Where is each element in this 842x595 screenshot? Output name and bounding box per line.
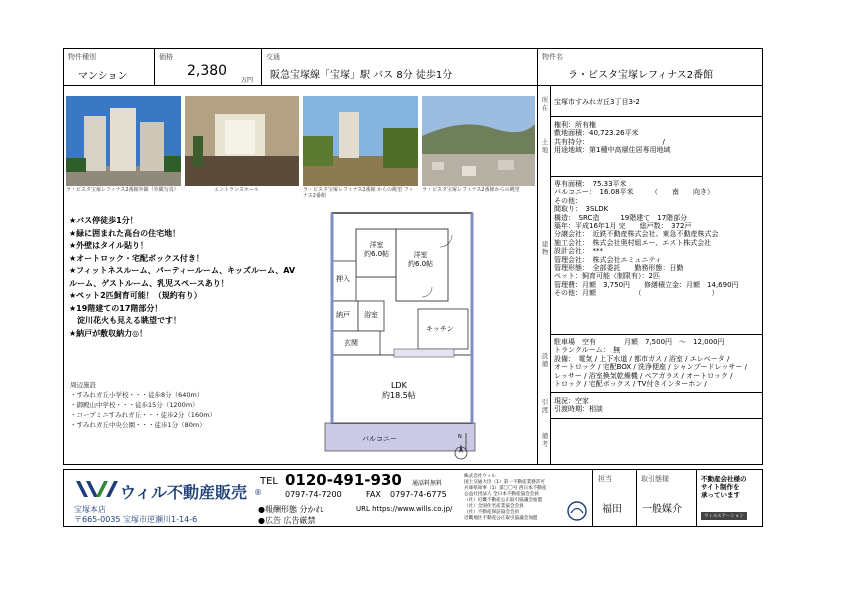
- facility-row: レッサー / 浴室換気乾燥機 / ペアガラス / オートロック /: [554, 371, 733, 380]
- building-row: 施工会社： 株式会社奥村組エー、エスト株式会社: [554, 238, 712, 247]
- nearby-list: [70, 380, 216, 430]
- license-info: [464, 474, 546, 522]
- handover-row: 引渡時期：相談: [554, 405, 603, 414]
- photo-view-1: [303, 96, 418, 186]
- license-line: （社）全国住宅産業協会会員: [464, 504, 524, 509]
- room-label-2: 洋室 約6.0帖: [408, 251, 434, 268]
- feature-item: ★外壁はタイル貼り！: [69, 241, 149, 250]
- land-row: 用途地域：第1種中高層住居専用地域: [554, 146, 671, 155]
- facility-row: トランクルーム： 無: [554, 346, 621, 355]
- feature-item: 淀川花火も見える眺望です！: [69, 316, 181, 325]
- header-access-cell: [261, 48, 538, 86]
- commission: ●報酬形態 分かれ: [258, 505, 324, 514]
- bath-label: 浴室: [364, 311, 378, 319]
- building-row: 設計会社： ***: [554, 247, 603, 256]
- building-row: バルコニー： 16.08平米 （ 南 向き）: [554, 188, 715, 197]
- license-line: （社）近畿不動産公正取引協議会加盟: [464, 498, 543, 503]
- land-row: 敷地面積：40,723.26平米: [554, 129, 639, 138]
- price-value: 2,380: [187, 63, 228, 79]
- ad-policy: ●広告 広告厳禁: [258, 516, 316, 525]
- building-row: 管理費：月額 3,750円 修繕積立金：月額 14,690円: [554, 280, 739, 289]
- price-unit: 万円: [241, 77, 254, 84]
- feature-item: ★ペット2匹飼育可能！（規約有り）: [69, 291, 202, 300]
- feature-item: ★納戸が敷収納力◎！: [69, 328, 148, 338]
- facility-row: 駐車場 空有 月額 7,500円 ～ 12,000円: [554, 338, 725, 346]
- nearby-item: ・すみれガ丘小学校・・・徒歩8分（640m）: [70, 391, 204, 399]
- view-image-1: [303, 96, 418, 186]
- access-label: 交通: [266, 53, 280, 61]
- feature-item: ★バス停徒歩1分！: [69, 216, 138, 225]
- feature-item: ★緑に囲まれた高台の住宅地！: [69, 228, 181, 238]
- type-value: マンション: [78, 71, 128, 82]
- header-name-cell: [537, 48, 763, 86]
- building-label: 建物: [541, 240, 549, 256]
- type-label: 物件種別: [68, 53, 96, 61]
- building-row: 専有面積： 75.33平米: [554, 180, 627, 188]
- nearby-item: ・コープミニすみれガ丘・・・徒歩2分（160m）: [70, 411, 217, 419]
- fax-number: 0797-74-6775: [390, 490, 447, 499]
- feature-list: [69, 215, 295, 340]
- staff-label: 担当: [598, 475, 612, 483]
- feature-item: ★フィットネスルーム、パーティールーム、キッズルーム、AV: [69, 266, 296, 275]
- deal-label: 取引態様: [641, 475, 669, 483]
- license-line: 兵庫県知事（1）第〇〇号 西日本不動産: [464, 486, 547, 491]
- photo-caption-4: ラ・ビスタ宝塚レフィナス2番館からの眺望: [422, 187, 520, 193]
- compass-label: N: [458, 434, 462, 440]
- location-value: 宝塚市すみれガ丘3丁目3-2: [554, 98, 640, 106]
- name-value: ラ・ビスタ宝塚レフィナス2番館: [568, 70, 714, 81]
- facility-row: オートロック / 宅配BOX / 洗浄便座 / シャンプードレッサー /: [554, 363, 747, 372]
- facility-row: トロック / 宅配ボックス / TV付きインターホン /: [554, 380, 707, 389]
- name-label: 物件名: [542, 53, 563, 61]
- building-exterior-image: [66, 96, 181, 186]
- association-seal-icon: [566, 500, 588, 522]
- header-price-cell: [154, 48, 262, 86]
- license-line: 株式会社ウィル: [464, 474, 496, 479]
- license-line: 国土交通大臣（1）第一不動産業務許可: [464, 480, 546, 485]
- nearby-item: ・御殿山中学校・・・徒歩15分（1200m）: [70, 401, 199, 409]
- photo-view-2: [422, 96, 535, 186]
- price-label: 価格: [159, 53, 173, 61]
- compass-icon: [452, 440, 470, 462]
- entrance-hall-image: [185, 96, 299, 186]
- feature-item: ★オートロック・宅配ボックス付き！: [69, 253, 204, 263]
- photo-entrance: [185, 96, 299, 186]
- company-name: ウィル不動産販売: [120, 483, 248, 502]
- facility-label: 設備: [541, 352, 549, 368]
- land-rows: [554, 121, 670, 155]
- access-value: 阪急宝塚線「宝塚」駅 バス 8分 徒歩1分: [270, 70, 453, 81]
- handover-row: 現況：空家: [554, 397, 589, 405]
- license-line: 近畿地区不動産公正取引協議会加盟: [464, 516, 538, 521]
- remarks-label: 備考: [541, 432, 549, 448]
- building-row: 築年：平成16年1月 完 総戸数： 372戸: [554, 222, 692, 231]
- land-row: 共有持分： /: [554, 137, 665, 146]
- company-address: 〒665-0035 宝塚市逆瀬川1-14-6: [74, 515, 198, 524]
- tel-free-note: 通話料無料: [412, 480, 443, 487]
- building-row: その他：: [554, 196, 582, 205]
- facility-rows: [554, 338, 747, 388]
- association-seal: [566, 500, 588, 522]
- company-url[interactable]: URL https://www.wills.co.jp/: [356, 505, 453, 513]
- compass: [452, 434, 470, 462]
- fax-label: FAX: [366, 490, 381, 499]
- view-image-2: [422, 96, 535, 186]
- building-row: 構造： SRC造 19階建て 17階部分: [554, 213, 688, 222]
- photo-caption-3: ラ・ビスタ宝塚レフィナス2番館 からの眺望 フィナス2番館: [303, 187, 414, 199]
- building-rows: [554, 180, 739, 298]
- facility-row: 設備： 電気 / 上下水道 / 都市ガス / 浴室 / エレベータ /: [554, 354, 730, 363]
- kitchen-label: キッチン: [426, 325, 454, 333]
- company-logo-icon: [74, 477, 118, 501]
- ldk-label: LDK 約18.5帖: [382, 381, 416, 400]
- floor-plan: [322, 205, 502, 455]
- header-type-cell: [63, 48, 155, 86]
- feature-item: ルーム、ゲストルーム、乳児スペースあり！: [69, 278, 229, 288]
- tel-sub[interactable]: 0797-74-7200: [285, 490, 342, 499]
- promo-text: 不動産会社様の サイト制作を 承っています: [701, 475, 747, 499]
- room-label-1: 洋室 約6.0帖: [364, 241, 390, 258]
- staff-name: 福田: [602, 504, 622, 515]
- building-row: その他：月額 （ ）: [554, 289, 719, 298]
- handover-rows: [554, 397, 603, 414]
- license-line: （社）不動産保証協会会員: [464, 510, 520, 515]
- license-line: 公益社団法人 全日本不動産協会会員: [464, 492, 539, 497]
- land-label: 土地: [541, 138, 549, 154]
- building-row: 管理会社： 株式会社エミュニティ: [554, 255, 662, 264]
- feature-item: ★19階建ての17階部分！: [69, 303, 163, 313]
- building-row: 間取り： 3SLDK: [554, 205, 609, 214]
- nearby-title: 周辺施設: [70, 381, 96, 389]
- registered-mark: ®: [254, 488, 262, 497]
- building-row: ペット：飼育可能（制限有）：2匹: [554, 272, 660, 281]
- floor-plan-drawing: [322, 205, 502, 455]
- building-row: 管理形態： 全部委託 勤務形態：日勤: [554, 264, 684, 273]
- storage-label: 納戸: [336, 311, 350, 319]
- company-logo: [74, 477, 118, 501]
- balcony-label: バルコニー: [362, 435, 397, 443]
- branch-name: 宝塚本店: [74, 505, 106, 514]
- tel-label: TEL: [260, 476, 278, 487]
- photo-exterior: [66, 96, 181, 186]
- tel-free[interactable]: 0120-491-930: [285, 471, 402, 489]
- promo-badge: ウィルステーション: [701, 512, 747, 520]
- land-row: 権利：所有権: [554, 121, 596, 129]
- location-label: 所在: [541, 96, 549, 112]
- closet-label: 押入: [336, 275, 350, 283]
- handover-label: 引渡: [541, 398, 549, 414]
- deal-value: 一般媒介: [642, 504, 682, 515]
- nearby-item: ・すみれガ丘中央公園・・・徒歩1分（80m）: [70, 421, 206, 429]
- entrance-label: 玄関: [344, 339, 358, 347]
- photo-caption-2: エントランスホール: [214, 187, 259, 193]
- photo-caption-1: ラ・ビスタ宝塚レフィナス2番館外観（外観写真）: [66, 187, 179, 193]
- building-row: 分譲会社： 近鉄不動産株式会社、東急不動産株式会: [554, 230, 719, 239]
